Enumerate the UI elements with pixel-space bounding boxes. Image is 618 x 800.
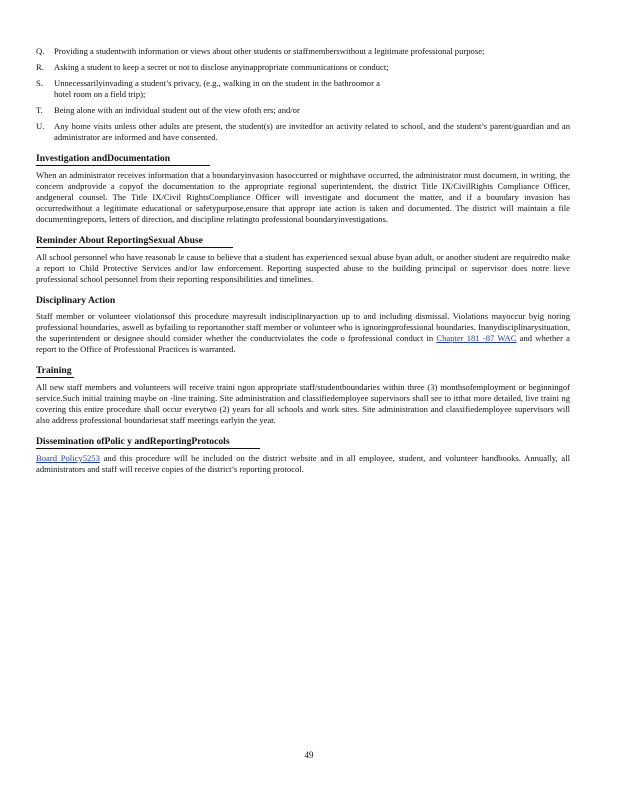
disciplinary-section — [36, 295, 570, 355]
document-page — [36, 46, 570, 475]
list-item-r — [36, 62, 570, 73]
dissemination-heading: Dissemination ofPolic y andReportingProtocols — [36, 436, 260, 449]
disciplinary-text-before: Staff member or volunteer violationsof this procedure mayresult indisciplinaryaction up to and including dismissal. Violations mayoccur byig noring professional boundaries, aswell as byfailing to reportanother staff member or volunteer who is ignoringprofessional boundaries. Inanydisciplinarysituation, the superintendent or designee should consider whether the conductviolates the code o fprofessional conduct in — [36, 311, 570, 343]
list-text: Unnecessarilyinvading a student’s privacy, (e.g., walking in on the student in the bathroomor a hotel room on a field trip); — [54, 78, 380, 99]
list-text: Being alone with an individual student out of the view ofoth ers; and/or — [54, 105, 300, 115]
chapter-181-87-wac-link[interactable]: Chapter 181 -87 WAC — [436, 333, 517, 343]
reminder-heading: Reminder About ReportingSexual Abuse — [36, 235, 233, 248]
training-paragraph: All new staff members and volunteers will receive traini ngon appropriate staff/studentboundaries within three (3) monthsofemployment or beginningof service.Such initial training maybe on -line training. Site administration and classifiedemployee supervisors shall see to itthat more detailed, live traini ng covering this entire procedure shall occur everytwo (2) years for all schools and work sites. Site administration and classifiedemployee supervisors will also address professional boundariesat staff meetings earlyin the year. — [36, 382, 570, 425]
board-policy-5253-link[interactable]: Board Policy5253 — [36, 453, 100, 463]
reminder-paragraph: All school personnel who have reasonab le cause to believe that a student has experienced sexual abuse byan adult, or another student are requiredto make a report to Child Protective Services and/or law enforcement. Reporting suspected abuse to the building principal or supervisor does notre lieve professional school personnel from their reporting responsibilities and timelines. — [36, 252, 570, 284]
list-item-u — [36, 121, 570, 143]
disciplinary-paragraph — [36, 311, 570, 355]
dissemination-paragraph — [36, 453, 570, 475]
dissemination-text-after: and this procedure will be included on the district website and in all employee, student, and volunteer handbooks. Annually, all administrators and staff will receive copies of the district’s reporting protocol. — [36, 453, 570, 474]
disciplinary-text-after: and whether a report to the Office of Professional Practices is warranted. — [36, 333, 570, 354]
list-item-t — [36, 105, 570, 116]
page-number: 49 — [304, 750, 314, 760]
list-letter: Q. — [36, 46, 45, 56]
investigation-paragraph: When an administrator receives information that a boundaryinvasion hasoccurred or mighthave occurred, the administrator must document, in writing, the concern andprovide a copyof the documentation to the appropriate regional superintendent, the district Title IX/CivilRights Compliance Officer, andgeneral counsel. The Title IX/Civil RightsCompliance Officer will investigate and document the matter, and if a boundary invasion has occurredwithout a legitimate educational or safetypurpose,ensure that appropr iate action is taken and documented. The district will maintain a file documentingreports, letters of direction, and discipline relatingto professional boundaryinvestigations. — [36, 170, 570, 224]
list-text: Providing a studentwith information or views about other students or staffmemberswithout a legitimate professional purpose; — [54, 46, 485, 56]
list-item-s — [36, 78, 570, 100]
list-text: Asking a student to keep a secret or not to disclose anyinappropriate communications or conduct; — [54, 62, 389, 72]
list-letter: U. — [36, 121, 45, 131]
boundary-list — [36, 46, 570, 143]
disciplinary-heading: Disciplinary Action — [36, 295, 116, 306]
training-heading: Training — [36, 365, 72, 376]
dissemination-section — [36, 436, 570, 475]
training-section — [36, 365, 570, 426]
list-item-q — [36, 46, 570, 57]
list-letter: R. — [36, 62, 44, 72]
investigation-heading: Investigation andDocumentation — [36, 153, 210, 166]
list-letter: S. — [36, 78, 43, 88]
investigation-section — [36, 153, 570, 225]
list-letter: T. — [36, 105, 43, 115]
reminder-section — [36, 235, 570, 285]
list-text: Any home visits unless other adults are present, the student(s) are invitedfor an activity related to school, and the student’s parent/guardian and an administrator are informed and have consented. — [54, 121, 570, 142]
